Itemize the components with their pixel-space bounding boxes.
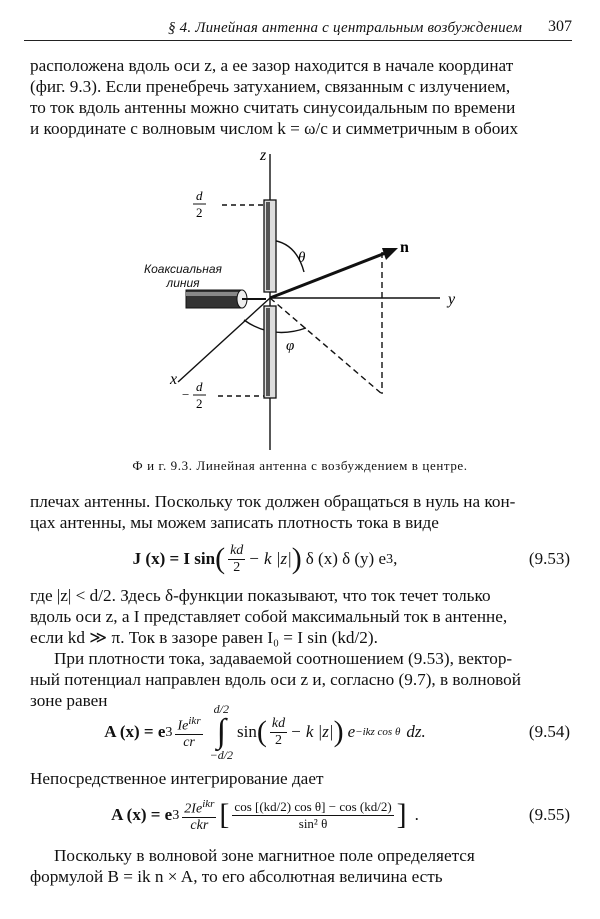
text-line: Непосредственное интегрирование дает bbox=[30, 769, 324, 788]
eq-term: . bbox=[414, 805, 419, 824]
coax-label-line: линия bbox=[166, 276, 200, 290]
x-axis bbox=[178, 298, 270, 382]
frac-den: sin² θ bbox=[298, 815, 328, 831]
n-label: n bbox=[400, 239, 409, 256]
frac-den: 2 bbox=[275, 732, 282, 748]
eq-term: , bbox=[393, 549, 398, 568]
antenna-lower-rod bbox=[264, 306, 276, 398]
frac-num: kd bbox=[271, 715, 286, 731]
text-line: ный потенциал направлен вдоль оси z и, согласно (9.7), в волновой bbox=[30, 670, 521, 689]
integral-icon: ∫ bbox=[216, 713, 226, 750]
equation-number: (9.53) bbox=[528, 549, 570, 568]
eq-term: e bbox=[347, 722, 356, 741]
vector-n bbox=[270, 252, 388, 298]
eq-term: sin bbox=[237, 722, 257, 741]
z-label: z bbox=[260, 147, 267, 164]
superscript: −ikz cos θ bbox=[355, 726, 401, 738]
text-line: то ток вдоль антенны можно считать синусоидальным по времени bbox=[30, 98, 516, 117]
equation-9-54: A (x) = e 3 $\frac{Ie^{ikr}}{cr}$ d/2 ∫ −d/2 sin ( $\frac{kd}{2}$ − k |z| ) e −ikz cos θ dz. (9.54) bbox=[104, 702, 570, 762]
figure-9-3 bbox=[120, 140, 480, 458]
text-line: (фиг. 9.3). Если пренебречь затуханием, связанным с излучением, bbox=[30, 77, 511, 96]
d-bottom-sign: − bbox=[182, 387, 190, 402]
paragraph-5 bbox=[30, 768, 570, 789]
integral-lower: −d/2 bbox=[209, 748, 234, 762]
page-number: 307 bbox=[548, 18, 572, 35]
text-line: Поскольку в волновой зоне магнитное поле определяется bbox=[54, 846, 475, 865]
antenna-upper-rod bbox=[264, 200, 276, 292]
frac-num: Ie bbox=[177, 718, 189, 734]
intro-paragraph bbox=[30, 55, 570, 139]
eq-term: − k |z| bbox=[290, 722, 334, 741]
coaxial-line bbox=[186, 290, 266, 308]
running-header bbox=[24, 14, 572, 41]
coax-label-line: Коаксиальная bbox=[144, 262, 222, 276]
paragraph-6 bbox=[30, 845, 570, 887]
frac-num: kd bbox=[230, 542, 244, 558]
text-line: вдоль оси z, а I представляет собой максимальный ток в антенне, bbox=[30, 607, 508, 626]
subscript: 3 bbox=[386, 550, 394, 567]
text-line: и координате с волновым числом k = ω/c и симметричным в обоих bbox=[30, 119, 519, 138]
x-label: x bbox=[170, 371, 178, 388]
superscript: ikr bbox=[202, 797, 215, 810]
eq-term: dz. bbox=[406, 722, 426, 741]
frac-den: 2 bbox=[233, 559, 241, 575]
header-title: § 4. Линейная антенна с центральным возбуждением bbox=[168, 20, 523, 36]
text-line: При плотности тока, задаваемой соотношением (9.53), вектор- bbox=[54, 649, 513, 668]
phi-label: φ bbox=[286, 338, 295, 354]
subscript: 3 bbox=[165, 723, 173, 740]
frac-den: cr bbox=[183, 735, 195, 751]
y-label: y bbox=[448, 291, 456, 308]
d-top-num: d bbox=[196, 188, 203, 203]
text-line: расположена вдоль оси z, а ее зазор находится в начале координат bbox=[30, 56, 514, 75]
d-bottom-num: d bbox=[196, 379, 203, 394]
text-line: плечах антенны. Поскольку ток должен обращаться в нуль на кон- bbox=[30, 492, 516, 511]
frac-den: ckr bbox=[190, 818, 209, 834]
equation-number: (9.55) bbox=[528, 805, 570, 824]
theta-label: θ bbox=[298, 250, 306, 266]
equation-number: (9.54) bbox=[528, 722, 570, 741]
text-line: зоне равен bbox=[30, 691, 108, 710]
text-line: если kd ≫ π. Ток в зазоре равен I₀ = I sin (kd/2). bbox=[30, 628, 378, 647]
superscript: ikr bbox=[188, 714, 201, 727]
subscript: 3 bbox=[172, 806, 180, 823]
text-line: формулой B = ik n × A, то его абсолютная величина есть bbox=[30, 867, 443, 886]
arrowhead-icon bbox=[382, 248, 398, 260]
coax-label bbox=[128, 262, 238, 290]
equation-9-53: J (x) = I sin ( $\frac{kd}{2}$ − k |z| ) δ (x) δ (y) e 3 , (9.53) bbox=[132, 542, 570, 575]
text-line: где |z| < d/2. Здесь δ-функции показывают, что ток течет только bbox=[30, 586, 491, 605]
frac-num: cos [(kd/2) cos θ] − cos (kd/2) bbox=[234, 798, 392, 814]
figure-caption: Ф и г. 9.3. Линейная антенна с возбуждением в центре. bbox=[132, 458, 468, 473]
paragraph-3 bbox=[30, 585, 570, 648]
integral-upper: d/2 bbox=[213, 702, 229, 716]
d-top-den: 2 bbox=[196, 205, 203, 220]
eq-term: − k |z| bbox=[248, 549, 292, 568]
eq-term: δ (x) δ (y) e bbox=[305, 549, 386, 568]
eq-lhs: A (x) = e bbox=[104, 722, 166, 741]
eq-lhs: A (x) = e bbox=[111, 805, 173, 824]
frac-num: 2Ie bbox=[184, 801, 203, 817]
eq-lhs: J (x) = I sin bbox=[132, 549, 216, 568]
antenna-diagram bbox=[120, 140, 480, 458]
d-bottom-den: 2 bbox=[196, 396, 203, 411]
text-line: цах антенны, мы можем записать плотность тока в виде bbox=[30, 513, 439, 532]
equation-9-55: A (x) = e 3 $\frac{2Ie^{ikr}}{\text{ckr}}$ [ $\frac{\text{cos [(kd/2) cos θ] − cos (kd/2)}}{\text{sin² θ}}$ ] . (9.55) bbox=[111, 797, 570, 834]
paragraph-2 bbox=[30, 491, 570, 533]
